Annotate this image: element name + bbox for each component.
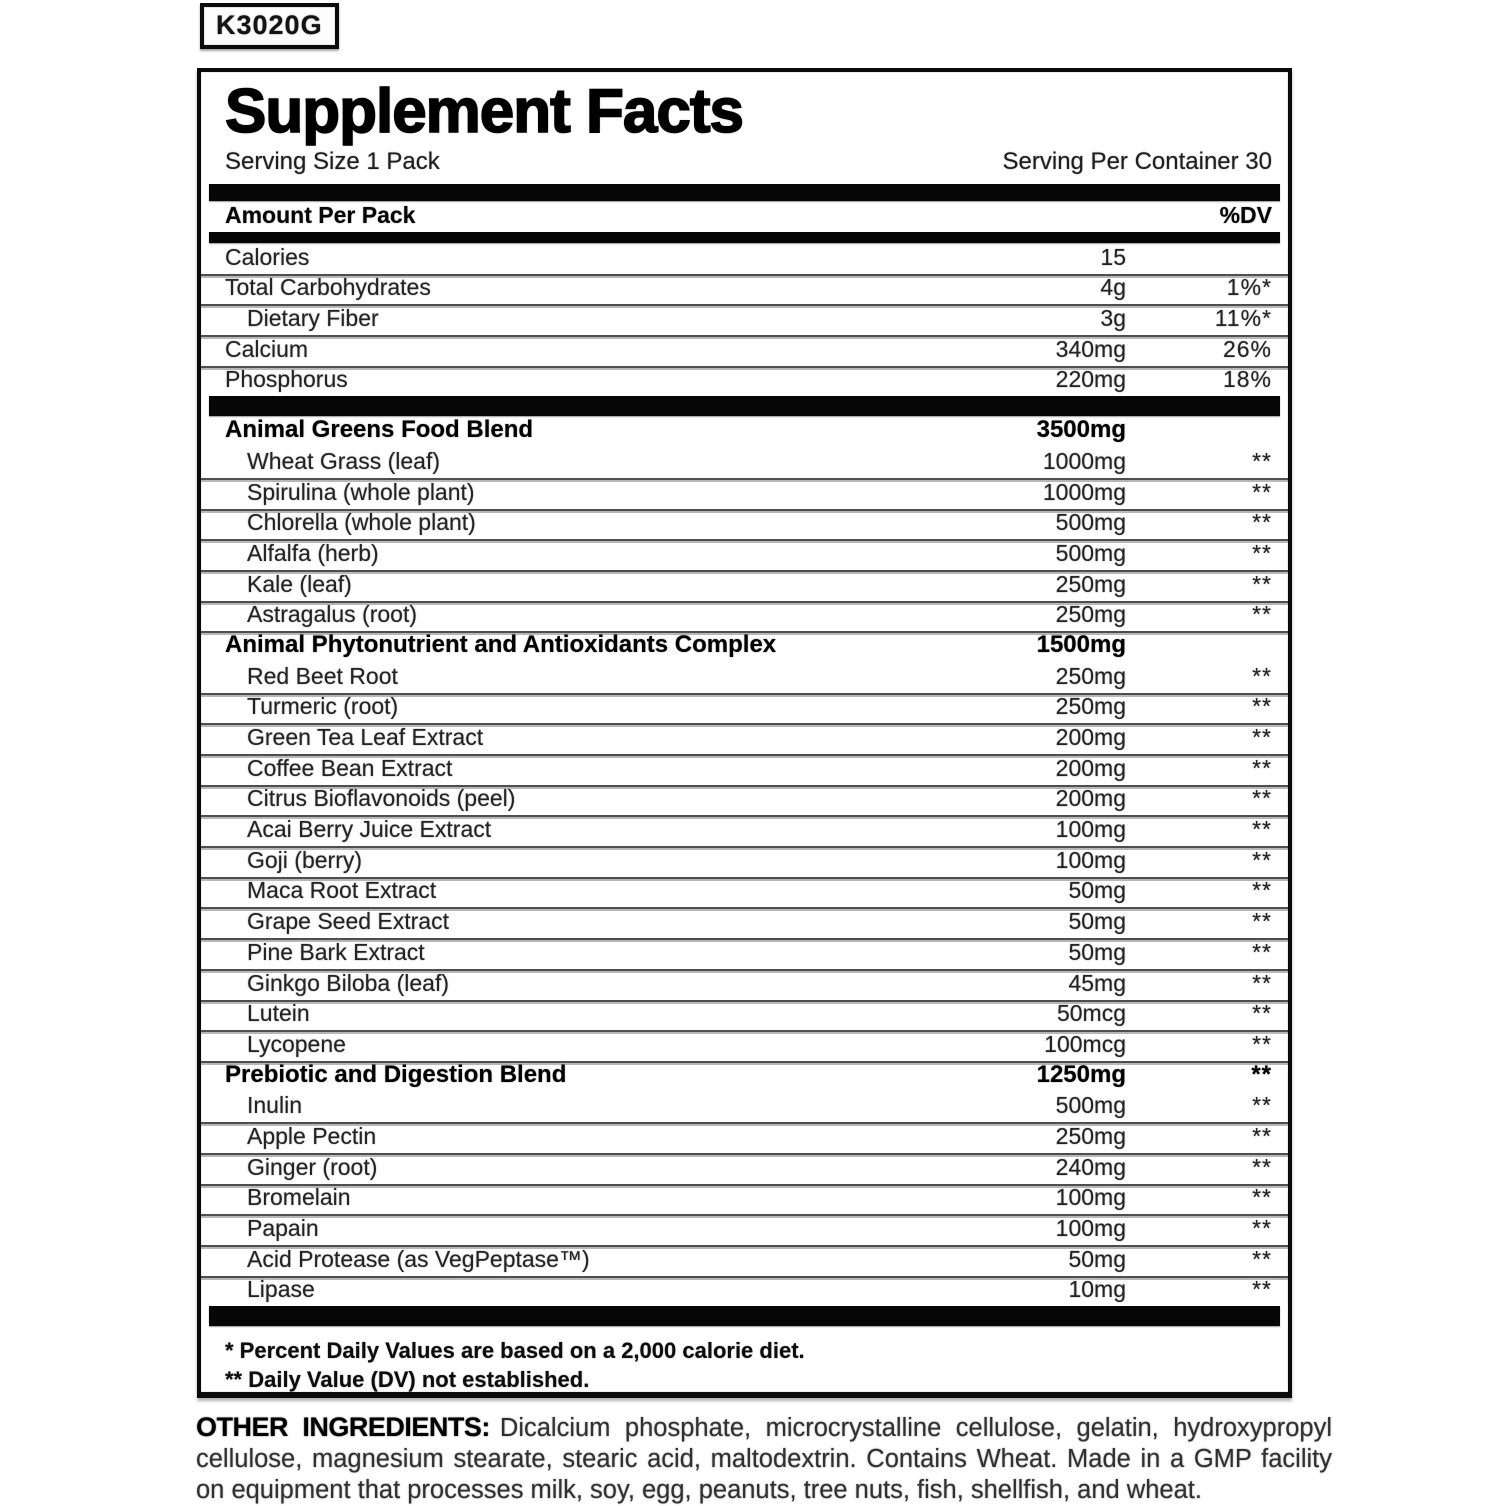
row-ingredient-name: Astragalus (root) [247,601,418,628]
row-ingredient-name: Red Beet Root [247,662,398,689]
row-daily-value: ** [1252,877,1272,904]
row-amount: 100mg [1055,816,1126,843]
row-amount: 200mg [1055,724,1126,750]
row-daily-value: ** [1252,601,1272,628]
row-ingredient-name: Grape Seed Extract [247,908,449,935]
row-daily-value: ** [1252,1000,1272,1027]
ingredient-table [201,243,1288,1306]
separator-bar-bottom [209,1306,1280,1326]
row-ingredient-name: Spirulina (whole plant) [247,478,475,505]
row-daily-value: ** [1252,1030,1272,1057]
table-row [201,1153,1288,1184]
row-ingredient-name: Green Tea Leaf Extract [247,724,484,750]
table-row [201,416,1288,447]
table-row [201,1122,1288,1153]
row-amount: 240mg [1055,1153,1126,1180]
row-amount: 340mg [1055,335,1126,362]
row-amount: 1250mg [1036,1060,1126,1088]
row-amount: 500mg [1055,509,1126,536]
row-amount: 250mg [1055,570,1126,597]
row-daily-value: ** [1252,938,1272,965]
row-amount: 200mg [1055,785,1126,812]
table-row [201,1276,1288,1307]
column-header-amount: Amount Per Pack [225,202,416,228]
table-row [201,478,1288,509]
row-daily-value: 11%* [1214,305,1272,332]
row-ingredient-name: Chlorella (whole plant) [247,509,476,536]
row-amount: 1500mg [1036,630,1126,658]
table-row [201,1092,1288,1123]
table-row [201,1061,1288,1092]
row-daily-value: ** [1252,570,1272,597]
table-row [201,447,1288,478]
row-amount: 100mg [1055,1184,1126,1211]
row-amount: 100mcg [1044,1030,1126,1057]
row-daily-value: ** [1252,1215,1272,1241]
row-daily-value: ** [1252,785,1272,812]
row-ingredient-name: Bromelain [247,1184,351,1211]
row-amount: 220mg [1055,366,1126,393]
row-daily-value: ** [1252,1245,1272,1272]
table-column-header [201,201,1288,232]
column-header-dv: %DV [1219,202,1272,228]
footnote-not-established: ** Daily Value (DV) not established. [225,1367,590,1393]
section-divider-bar [209,396,1280,416]
row-ingredient-name: Apple Pectin [247,1122,377,1149]
row-amount: 500mg [1055,1092,1126,1119]
row-amount: 100mg [1055,846,1126,873]
table-row [201,601,1288,632]
row-daily-value: ** [1252,1122,1272,1149]
row-daily-value: ** [1251,1060,1272,1088]
row-ingredient-name: Kale (leaf) [247,570,352,597]
row-ingredient-name: Phosphorus [225,366,348,393]
table-row [201,1184,1288,1215]
row-amount: 500mg [1055,539,1126,566]
row-ingredient-name: Animal Phytonutrient and Antioxidants Complex [225,630,777,658]
table-row [201,662,1288,693]
row-ingredient-name: Acai Berry Juice Extract [247,816,492,843]
row-amount: 200mg [1055,754,1126,781]
other-ingredients-label: OTHER INGREDIENTS: [196,1412,490,1442]
row-amount: 3g [1100,305,1126,332]
table-row [201,1245,1288,1276]
table-row [201,631,1288,662]
table-row [201,938,1288,969]
row-ingredient-name: Coffee Bean Extract [247,754,453,781]
row-ingredient-name: Papain [247,1215,319,1241]
table-row [201,877,1288,908]
table-row [201,815,1288,846]
row-daily-value: ** [1252,816,1272,843]
row-daily-value: ** [1252,447,1272,474]
row-ingredient-name: Dietary Fiber [247,305,379,332]
row-ingredient-name: Lycopene [247,1030,346,1057]
row-daily-value: ** [1252,754,1272,781]
footnote-daily-values: * Percent Daily Values are based on a 2,000 calorie diet. [225,1338,805,1364]
row-ingredient-name: Turmeric (root) [247,693,399,720]
row-amount: 3500mg [1036,416,1126,444]
row-amount: 45mg [1068,969,1126,996]
row-ingredient-name: Alfalfa (herb) [247,539,379,566]
row-amount: 50mg [1068,938,1126,965]
row-ingredient-name: Ginger (root) [247,1153,378,1180]
row-amount: 50mg [1068,1245,1126,1272]
row-daily-value: ** [1252,1184,1272,1211]
row-amount: 250mg [1055,693,1126,720]
table-row [201,846,1288,877]
other-ingredients-text: Dicalcium phosphate, microcrystalline cellulose, gelatin, hydroxypropyl cellulose, magnesium stearate, stearic acid, maltodextrin. Contains Wheat. Made in a GMP facility on equipment that processes milk, soy, egg, peanuts, tree nuts, fish, shellfish, and wheat. [196,1414,1332,1504]
row-ingredient-name: Ginkgo Biloba (leaf) [247,969,449,996]
row-daily-value: ** [1252,478,1272,505]
row-amount: 250mg [1055,1122,1126,1149]
row-ingredient-name: Calories [225,243,310,270]
row-ingredient-name: Inulin [247,1092,302,1119]
row-amount: 250mg [1055,662,1126,689]
table-row [201,509,1288,540]
lot-code: K3020G [216,10,323,40]
table-row [201,335,1288,366]
table-row [201,366,1288,397]
row-daily-value: 1%* [1226,274,1272,301]
table-row [201,907,1288,938]
row-ingredient-name: Pine Bark Extract [247,938,425,965]
table-row [201,539,1288,570]
row-ingredient-name: Lipase [247,1276,315,1303]
table-row [201,723,1288,754]
table-row [201,1000,1288,1031]
row-daily-value: ** [1252,1276,1272,1303]
row-daily-value: 18% [1222,366,1272,393]
row-amount: 50mg [1068,877,1126,904]
table-row [201,243,1288,274]
row-ingredient-name: Animal Greens Food Blend [225,416,534,444]
row-ingredient-name: Wheat Grass (leaf) [247,447,440,474]
row-daily-value: ** [1252,662,1272,689]
row-daily-value: ** [1252,539,1272,566]
panel-title: Supplement Facts [225,77,743,146]
row-ingredient-name: Maca Root Extract [247,877,437,904]
serving-size: Serving Size 1 Pack [225,148,440,175]
row-amount: 10mg [1068,1276,1126,1303]
lot-code-box [200,3,339,49]
row-daily-value: ** [1252,724,1272,750]
table-row [201,969,1288,1000]
row-amount: 50mcg [1056,1000,1126,1027]
row-ingredient-name: Goji (berry) [247,846,363,873]
row-ingredient-name: Acid Protease (as VegPeptase™) [247,1245,590,1272]
other-ingredients [196,1412,1332,1506]
row-amount: 15 [1100,243,1126,270]
row-amount: 100mg [1055,1215,1126,1241]
row-ingredient-name: Total Carbohydrates [225,274,431,301]
table-row [201,274,1288,305]
table-row [201,693,1288,724]
row-amount: 1000mg [1042,447,1126,474]
row-ingredient-name: Calcium [225,335,309,362]
table-row [201,1214,1288,1245]
row-amount: 1000mg [1042,478,1126,505]
row-amount: 250mg [1055,601,1126,628]
table-row [201,1030,1288,1061]
row-daily-value: ** [1252,846,1272,873]
row-daily-value: ** [1252,693,1272,720]
table-row [201,785,1288,816]
footnotes [225,1336,1272,1394]
supplement-facts-panel [197,68,1292,1398]
servings-per-container: Serving Per Container 30 [1002,148,1272,175]
row-daily-value: ** [1252,1153,1272,1180]
row-daily-value: ** [1252,969,1272,996]
separator-bar-thick [209,184,1280,201]
row-daily-value: 26% [1222,335,1272,362]
row-ingredient-name: Lutein [247,1000,310,1027]
row-daily-value: ** [1252,509,1272,536]
row-amount: 50mg [1068,908,1126,935]
row-daily-value: ** [1252,1092,1272,1119]
table-row [201,304,1288,335]
table-row [201,754,1288,785]
row-ingredient-name: Citrus Bioflavonoids (peel) [247,785,516,812]
row-daily-value: ** [1252,908,1272,935]
row-ingredient-name: Prebiotic and Digestion Blend [225,1060,567,1088]
table-row [201,570,1288,601]
serving-info-row [225,148,1272,176]
separator-bar-medium [209,232,1280,243]
row-amount: 4g [1100,274,1126,301]
